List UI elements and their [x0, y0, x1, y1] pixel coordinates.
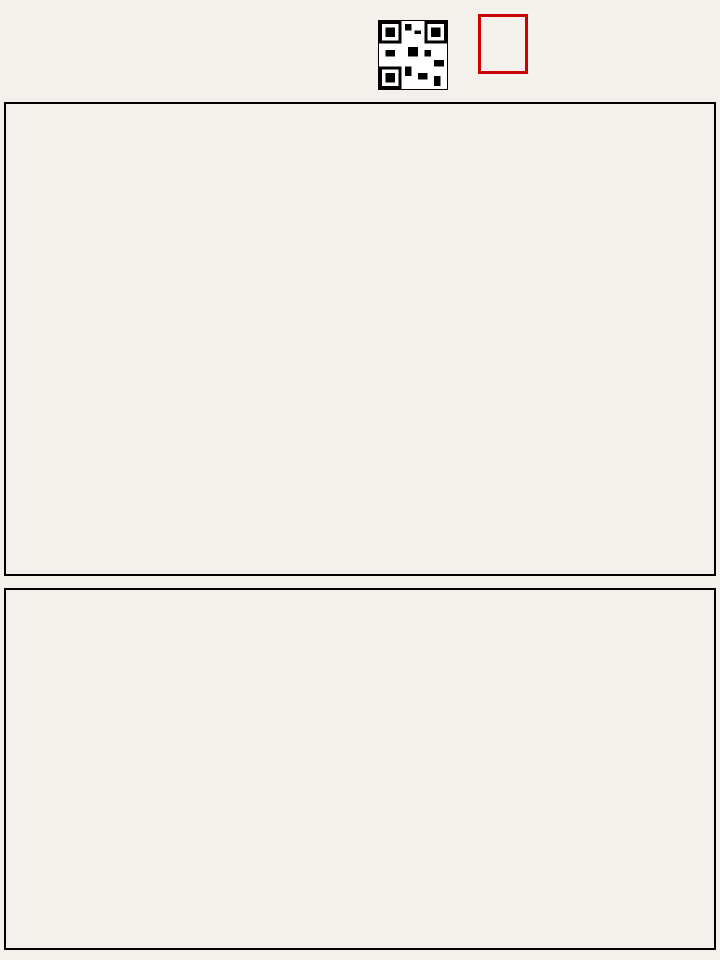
- red-seal-logo: [478, 14, 528, 74]
- qr-code: [378, 20, 448, 90]
- chart-board: [4, 102, 716, 576]
- year-table: [4, 588, 716, 950]
- brand-logo: [530, 14, 715, 74]
